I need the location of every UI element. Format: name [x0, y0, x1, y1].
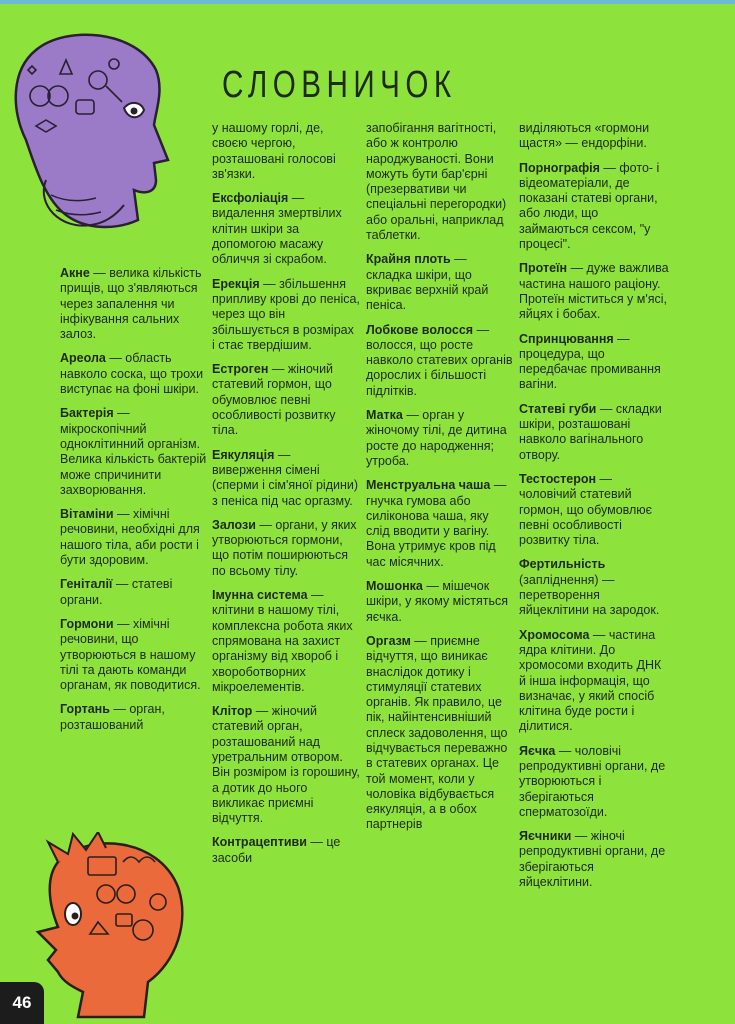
glossary-entry	[212, 362, 360, 438]
glossary-definition: у нашому горлі, де, своєю чергою, розташовані голосові зв'язки.	[212, 121, 336, 181]
glossary-column-2	[212, 121, 360, 875]
glossary-term: Бактерія	[60, 406, 114, 421]
glossary-term: Тестостерон	[519, 471, 597, 486]
glossary-term: Матка	[366, 408, 403, 423]
glossary-entry	[60, 702, 210, 733]
glossary-term: Хромосома	[519, 627, 590, 642]
glossary-definition: — мішечок шкіри, у якому містяться яєчка.	[366, 579, 509, 624]
glossary-definition: виділяються «гормони щастя» — ендорфіни.	[519, 121, 650, 151]
glossary-definition: — мікроскопічний одноклітинний організм. Велика кількість бактерій може спричинити захворювання.	[60, 406, 207, 497]
glossary-definition: — виверження сімені (сперми і сім'яної рідини) з пеніса під час оргазму.	[212, 447, 359, 508]
glossary-term: Імунна система	[212, 588, 308, 603]
page-title: СЛОВНИЧОК	[222, 64, 457, 106]
glossary-definition: — гнучка гумова або силіконова чаша, яку слід вводити у вагіну. Вона утримує кров під час місячних.	[366, 478, 507, 569]
glossary-term: Еякуляція	[212, 447, 275, 462]
glossary-entry	[60, 406, 210, 498]
glossary-entry	[212, 448, 360, 509]
glossary-entry	[519, 332, 669, 393]
glossary-definition: — дуже важлива частина нашого раціону. Протеїн міститься у м'ясі, яйцях і бобах.	[519, 261, 669, 322]
glossary-entry	[212, 588, 360, 695]
glossary-column-3	[366, 121, 514, 842]
glossary-column-1	[60, 266, 210, 742]
glossary-column-4	[519, 121, 669, 899]
glossary-term: Ексфоліація	[212, 191, 289, 206]
glossary-entry	[519, 557, 669, 618]
glossary-term: Спринцювання	[519, 331, 614, 346]
glossary-term: Протеїн	[519, 261, 568, 276]
glossary-term: Оргазм	[366, 633, 411, 648]
glossary-entry	[212, 277, 360, 353]
glossary-definition: запобігання вагітності, або ж контролю народжуваності. Вони можуть бути бар'єрні (презервативи чи спеціальні перегородки) або оральні, наприклад таблетки.	[366, 121, 507, 243]
glossary-entry	[60, 577, 210, 608]
glossary-entry	[519, 628, 669, 735]
glossary-entry	[212, 518, 360, 579]
glossary-entry	[519, 261, 669, 322]
glossary-entry	[366, 478, 514, 570]
glossary-definition: — органи, у яких утворюються гормони, що потім поширюються по всьому тілу.	[212, 517, 357, 578]
glossary-definition: — приємне відчуття, що виникає внаслідок дотику і стимуляції статевих органів. Як правило, це пік, найінтенсивніший сплеск задоволення, що відчувається переважно в статевих органах. Це той момент, коли у чоловіка відбувається еякуляція, а в обох партнерів	[366, 633, 508, 832]
glossary-term: Естроген	[212, 362, 269, 377]
glossary-term: Гормони	[60, 616, 114, 631]
glossary-term: Менструальна чаша	[366, 478, 491, 493]
glossary-entry	[366, 408, 514, 469]
glossary-entry	[60, 266, 210, 342]
glossary-entry	[519, 829, 669, 890]
glossary-definition: — чоловічий статевий гормон, що обумовлює певні особливості розвитку тіла.	[519, 471, 653, 548]
glossary-term: Залози	[212, 517, 256, 532]
glossary-term: Вітаміни	[60, 507, 114, 522]
glossary-definition: — складка шкіри, що вкриває верхній край пеніса.	[366, 252, 489, 313]
glossary-definition: — хімічні речовини, що утворюються в нашому тілі та дають команди органам, як поводитися.	[60, 616, 201, 693]
glossary-entry	[60, 617, 210, 693]
glossary-definition: — волосся, що росте навколо статевих органів дорослих і більшості підлітків.	[366, 322, 513, 398]
glossary-definition: — чоловічі репродуктивні органи, де утворюються і зберігаються сперматозоїди.	[519, 743, 666, 819]
glossary-entry	[212, 704, 360, 826]
glossary-entry	[212, 835, 360, 866]
glossary-term: Статеві губи	[519, 401, 597, 416]
glossary-entry	[60, 507, 210, 568]
glossary-term: Акне	[60, 266, 90, 280]
glossary-term: Лобкове волосся	[366, 322, 474, 337]
glossary-entry	[519, 472, 669, 548]
glossary-definition: — складки шкіри, розташовані навколо вагінального отвору.	[519, 401, 662, 462]
glossary-entry	[212, 191, 360, 267]
glossary-definition: — це засоби	[212, 835, 341, 865]
glossary-definition: — жіночий статевий орган, розташований над уретральним отвором. Він розміром із горошину, а дотик до нього викликає приємні відчуття.	[212, 704, 360, 826]
glossary-term: Клітор	[212, 704, 253, 719]
glossary-definition: — збільшення припливу крові до пеніса, через що він збільшується в розмірах і стає твердішим.	[212, 276, 360, 352]
glossary-term: Крайня плоть	[366, 252, 451, 267]
glossary-definition: — клітини в нашому тілі, комплексна робота яких спрямована на захист організму від хвороб і хвороботворних мікроелементів.	[212, 588, 353, 694]
glossary-entry	[519, 744, 669, 820]
glossary-entry	[519, 402, 669, 463]
glossary-term: Фертильність	[519, 557, 606, 572]
glossary-definition: — частина ядра клітини. До хромосоми входить ДНК й інша інформація, що визначає, у який спосіб клітина буде рости і ділитися.	[519, 627, 662, 734]
glossary-definition: — хімічні речовини, необхідні для нашого тіла, аби рости і бути здоровим.	[60, 507, 200, 568]
glossary-term: Геніталії	[60, 577, 113, 592]
glossary-entry	[519, 121, 669, 152]
glossary-definition: — процедура, що передбачає промивання вагіни.	[519, 331, 661, 392]
glossary-term: Яєчка	[519, 743, 556, 758]
glossary-definition: — видалення змертвілих клітин шкіри за допомогою масажу обличчя зі скрабом.	[212, 191, 342, 267]
glossary-definition: — орган, розташований	[60, 702, 165, 732]
glossary-entry	[366, 121, 514, 243]
glossary-term: Мошонка	[366, 579, 423, 594]
glossary-definition: — жіночий статевий гормон, що обумовлює певні особливості розвитку тіла.	[212, 362, 336, 438]
glossary-definition: — область навколо соска, що трохи виступає на фоні шкіри.	[60, 351, 204, 397]
glossary-entry	[212, 121, 360, 182]
glossary-entry	[366, 323, 514, 399]
glossary-definition: (запліднення) — перетворення яйцеклітини на зародок.	[519, 572, 660, 618]
page-number: 46	[0, 982, 44, 1024]
glossary-definition: — орган у жіночому тілі, де дитина росте до народження; утроба.	[366, 408, 507, 468]
glossary-entry	[366, 634, 514, 833]
glossary-entry	[519, 161, 669, 253]
glossary-definition: — велика кількість прищів, що з'являються через запалення чи інфікування сальних залоз.	[60, 266, 202, 342]
glossary-term: Ерекція	[212, 276, 260, 291]
glossary-term: Ареола	[60, 351, 106, 366]
glossary-term: Гортань	[60, 702, 110, 717]
glossary-term: Контрацептиви	[212, 835, 307, 850]
glossary-entry	[366, 579, 514, 625]
glossary-definition: — фото- і відеоматеріали, де показані статеві органи, або люди, що займаються сексом, "у процесі".	[519, 160, 660, 252]
glossary-entry	[60, 351, 210, 397]
glossary-definition: — статеві органи.	[60, 577, 173, 607]
glossary-term: Порнографія	[519, 160, 600, 175]
purple-head-illustration	[6, 30, 171, 235]
glossary-entry	[366, 252, 514, 313]
glossary-definition: — жіночі репродуктивні органи, де зберігаються яйцеклітини.	[519, 829, 666, 890]
glossary-term: Яєчники	[519, 829, 572, 844]
top-border	[0, 0, 735, 4]
